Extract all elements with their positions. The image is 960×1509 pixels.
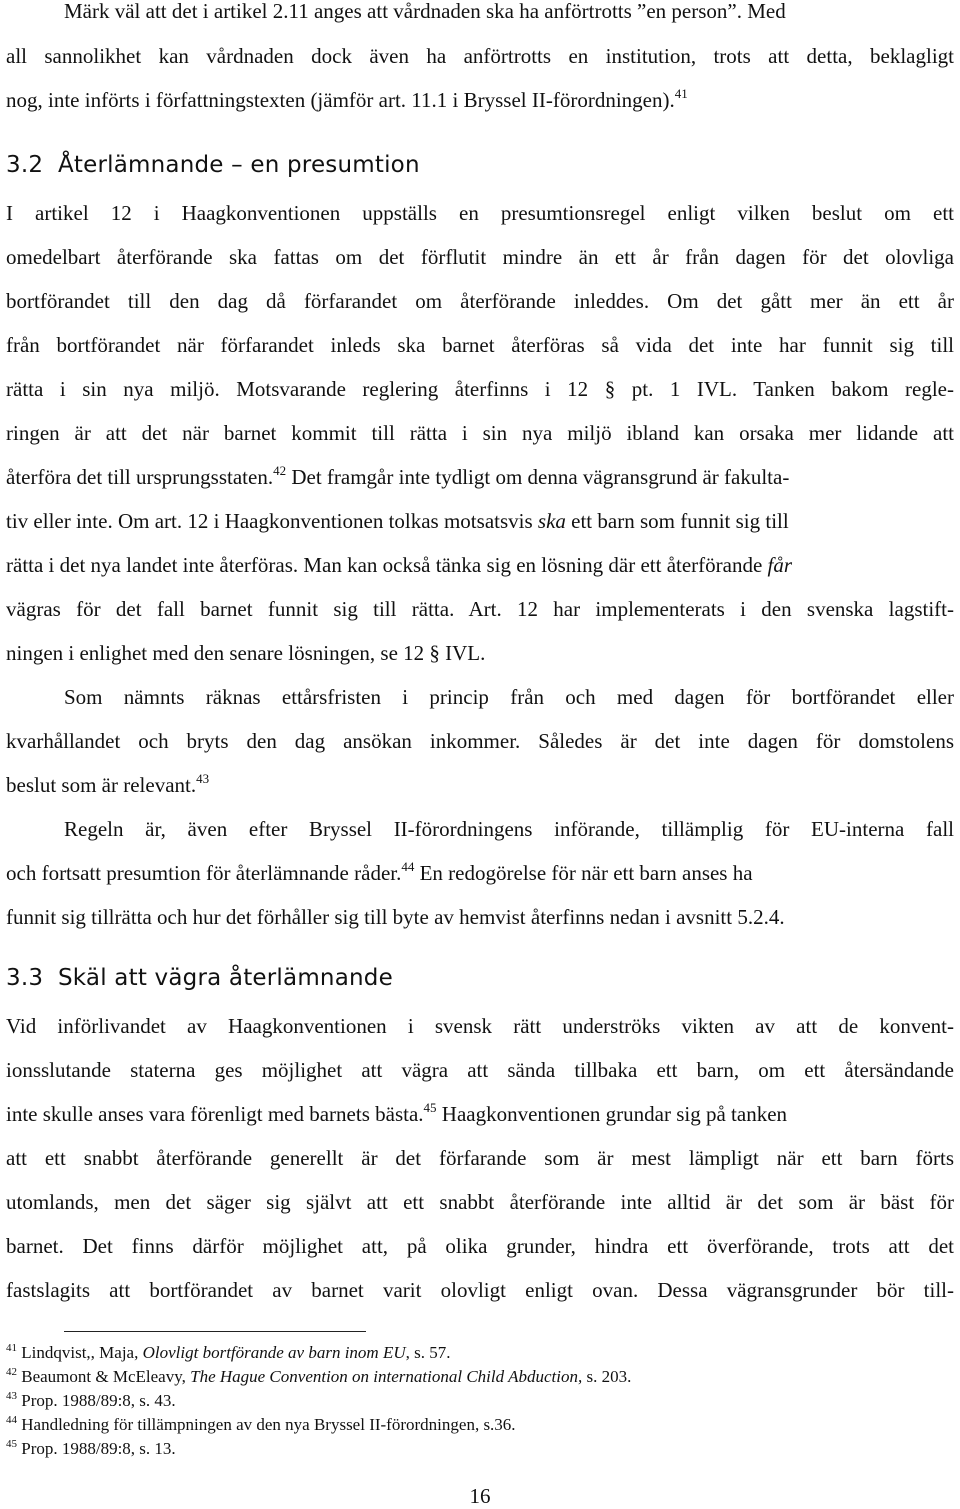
- body-line: och fortsatt presumtion för återlämnande råder.$^{44}$ En redogörelse för när ett barn anses ha: [6, 859, 753, 885]
- footnote-ref[interactable]: 43: [196, 771, 210, 786]
- body-line: nog, inte införts i författningstexten (jämför art. 11.1 i Bryssel II-förordningen).$^{41}$: [6, 86, 688, 112]
- footnote: $^{45}$ Prop. 1988/89:8, s. 13.: [6, 1438, 176, 1458]
- body-line: ningen i enlighet med den senare lösningen, se 12 § IVL.: [6, 641, 486, 665]
- body-line: all sannolikhet kan vårdnaden dock även ha anförtrotts en institution, trots att detta, beklagligt: [6, 44, 954, 68]
- footnote: $^{43}$ Prop. 1988/89:8, s. 43.: [6, 1390, 176, 1410]
- footnote-ref[interactable]: 45: [423, 1100, 437, 1115]
- body-line: från bortförandet när förfarandet inleds ska barnet återföras så vida det inte har funnit sig till: [6, 333, 954, 357]
- body-line: omedelbart återförande ska fattas om det förflutit mindre än ett år från dagen för det olovliga: [6, 245, 954, 269]
- body-line: Regeln är, även efter Bryssel II-förordningens införande, tillämplig för EU-interna fall: [64, 817, 954, 841]
- body-line: återföra det till ursprungsstaten.$^{42}$ Det framgår inte tydligt om denna vägransgrund är fakulta-: [6, 463, 790, 489]
- body-line: kvarhållandet och bryts den dag ansökan inkommer. Således är det inte dagen för domstolens: [6, 729, 954, 753]
- body-line: funnit sig tillrätta och hur det förhåller sig till byte av hemvist återfinns nedan i avsnitt 5.2.4.: [6, 905, 785, 929]
- body-line: rätta i sin nya miljö. Motsvarande reglering återfinns i 12 § pt. 1 IVL. Tanken bakom regle-: [6, 377, 954, 401]
- footnote: $^{41}$ Lindqvist,, Maja, Olovligt bortförande av barn inom EU, s. 57.: [6, 1342, 451, 1362]
- footnote-ref[interactable]: 42: [273, 463, 287, 478]
- section-title: Skäl att vägra återlämnande: [58, 965, 393, 991]
- body-line: barnet. Det finns därför möjlighet att, på olika grunder, hindra ett överförande, trots att det: [6, 1234, 954, 1258]
- footnote-separator: [64, 1331, 366, 1332]
- footnote: $^{42}$ Beaumont & McEleavy, The Hague Convention on international Child Abduction, s. 203.: [6, 1366, 632, 1386]
- body-line: Som nämnts räknas ettårsfristen i princip från och med dagen för bortförandet eller: [64, 685, 954, 709]
- body-line: vägras för det fall barnet funnit sig till rätta. Art. 12 har implementerats i den svenska lagstift-: [6, 597, 954, 621]
- body-line: I artikel 12 i Haagkonventionen uppställs en presumtionsregel enligt vilken beslut om ett: [6, 201, 954, 225]
- section-number: 3.3: [6, 965, 44, 991]
- section-heading-3-3: [6, 963, 393, 993]
- body-line: rätta i det nya landet inte återföras. Man kan också tänka sig en lösning där ett återförande får: [6, 553, 793, 577]
- body-line: ionsslutande staterna ges möjlighet att vägra att sända tillbaka ett barn, om ett återsändande: [6, 1058, 954, 1082]
- body-line: inte skulle anses vara förenligt med barnets bästa.$^{45}$ Haagkonventionen grundar sig på tanken: [6, 1100, 788, 1126]
- page-number: 16: [469, 1484, 491, 1508]
- body-line: ringen är att det när barnet kommit till rätta i sin nya miljö ibland kan orsaka mer lidande att: [6, 421, 954, 445]
- body-line: bortförandet till den dag då förfarandet om återförande inleddes. Om det gått mer än ett år: [6, 289, 954, 313]
- footnote: $^{44}$ Handledning för tillämpningen av den nya Bryssel II-förordningen, s.36.: [6, 1414, 516, 1434]
- body-line: att ett snabbt återförande generellt är det förfarande som är mest lämpligt när ett barn förts: [6, 1146, 954, 1170]
- section-heading-3-2: [6, 150, 420, 180]
- footnote-ref[interactable]: 44: [401, 859, 415, 874]
- body-line: fastslagits att bortförandet av barnet varit olovligt enligt ovan. Dessa vägransgrunder bör till-: [6, 1278, 954, 1302]
- body-line: Vid införlivandet av Haagkonventionen i svensk rätt underströks vikten av att de konvent-: [6, 1014, 954, 1038]
- section-title: Återlämnande – en presumtion: [58, 152, 420, 178]
- section-number: 3.2: [6, 152, 44, 178]
- body-line: Märk väl att det i artikel 2.11 anges att vårdnaden ska ha anförtrotts ”en person”. Med: [64, 0, 786, 23]
- body-line: utomlands, men det säger sig självt att ett snabbt återförande inte alltid är det som är bäst för: [6, 1190, 954, 1214]
- body-line: tiv eller inte. Om art. 12 i Haagkonventionen tolkas motsatsvis ska ett barn som funnit sig till: [6, 509, 789, 533]
- footnote-ref[interactable]: 41: [674, 86, 688, 101]
- body-line: beslut som är relevant.$^{43}$: [6, 771, 210, 797]
